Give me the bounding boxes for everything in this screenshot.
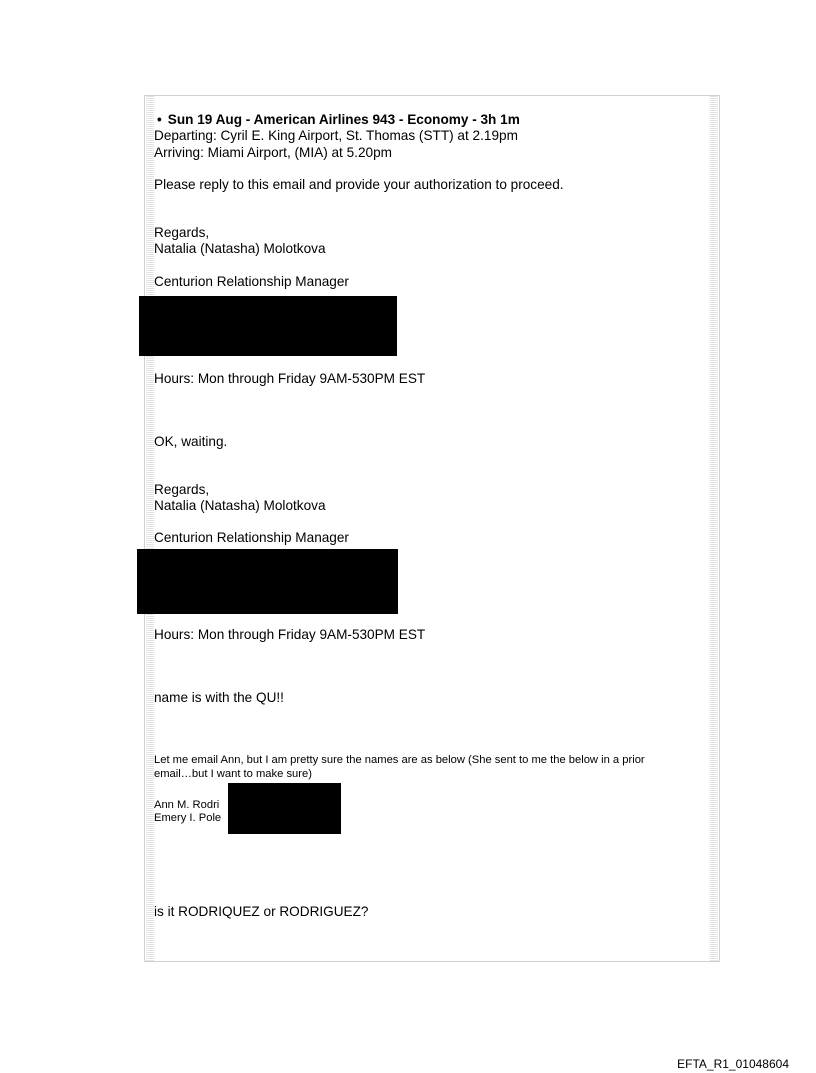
qu-note: name is with the QU!! — [154, 690, 284, 705]
document-id-footer: EFTA_R1_01048604 — [677, 1057, 789, 1071]
signature-1-role: Centurion Relationship Manager — [154, 274, 349, 289]
right-border-rail — [710, 96, 718, 961]
email-note-name-2: Emery I. Pole — [154, 812, 222, 824]
flight-arriving: Arriving: Miami Airport, (MIA) at 5.20pm — [154, 145, 392, 160]
email-note-line-2: email…but I want to make sure) — [154, 768, 312, 780]
flight-departing: Departing: Cyril E. King Airport, St. Thomas (STT) at 2.19pm — [154, 128, 518, 143]
redaction-box-3 — [228, 783, 341, 834]
flight-title-text: Sun 19 Aug - American Airlines 943 - Economy - 3h 1m — [167, 112, 520, 127]
signature-2-regards: Regards, — [154, 482, 210, 497]
signature-2-hours: Hours: Mon through Friday 9AM-530PM EST — [154, 627, 426, 642]
signature-2-name: Natalia (Natasha) Molotkova — [154, 498, 326, 513]
redaction-box-1 — [139, 296, 397, 356]
signature-1-regards: Regards, — [154, 225, 210, 240]
signature-2-role: Centurion Relationship Manager — [154, 530, 349, 545]
email-note-line-1: Let me email Ann, but I am pretty sure the names are as below (She sent to me the below in a prior — [154, 754, 645, 766]
flight-title — [154, 112, 520, 128]
email-note-name-1: Ann M. Rodri — [154, 799, 220, 811]
ok-waiting: OK, waiting. — [154, 434, 228, 449]
bullet-icon: • — [157, 112, 162, 127]
signature-1-hours: Hours: Mon through Friday 9AM-530PM EST — [154, 371, 426, 386]
left-border-rail — [146, 96, 154, 961]
signature-1-name: Natalia (Natasha) Molotkova — [154, 241, 326, 256]
redaction-box-2 — [137, 549, 398, 614]
reply-request: Please reply to this email and provide your authorization to proceed. — [154, 177, 564, 192]
spelling-question: is it RODRIQUEZ or RODRIGUEZ? — [154, 904, 369, 919]
